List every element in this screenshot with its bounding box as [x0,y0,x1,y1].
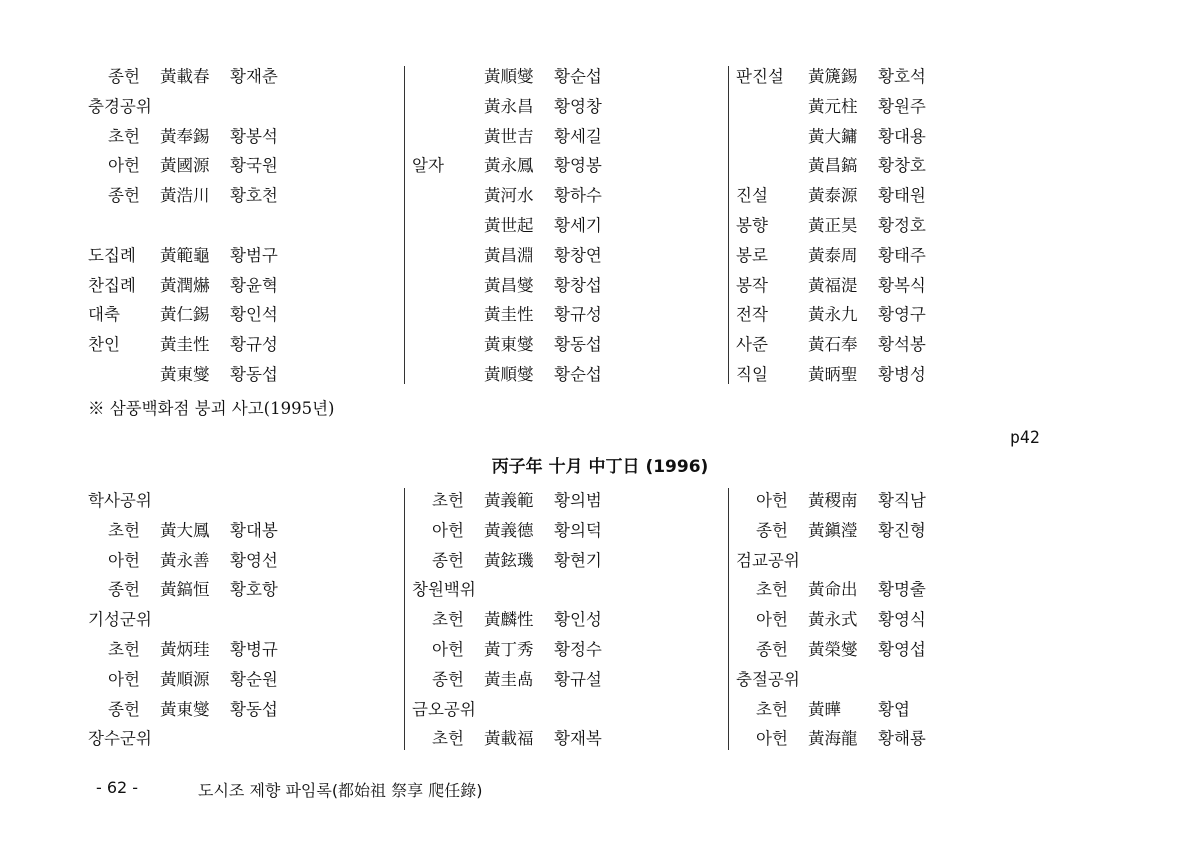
hanja-name: 黃河水 [484,186,534,206]
hangul-name: 황규성 [554,305,602,325]
hanja-name: 黃義德 [484,520,534,540]
hangul-name: 황하수 [554,186,602,206]
hanja-name: 黃永式 [808,610,858,630]
hangul-name: 황복식 [878,275,926,295]
hanja-name: 黃鎭瀅 [808,520,858,540]
footer-page-number: - 62 - [96,778,139,797]
role-label: 찬인 [88,335,120,355]
hangul-name: 황대봉 [230,520,278,540]
role-label: 아헌 [108,550,140,570]
section-heading: 창원백위 [412,580,476,600]
section-heading: 검교공위 [736,550,800,570]
hangul-name: 황윤혁 [230,275,278,295]
hangul-name: 황영창 [554,96,602,116]
hangul-name: 황호석 [878,67,926,86]
hanja-name: 黃載福 [484,729,534,749]
hanja-name: 黃世起 [484,216,534,235]
hangul-name: 황호항 [230,580,278,600]
hangul-name: 황규성 [230,335,278,355]
role-label: 초헌 [432,610,464,630]
hangul-name: 황의덕 [554,520,602,540]
role-label: 도집례 [88,245,136,265]
role-label: 전작 [736,305,768,325]
hangul-name: 황국원 [230,156,278,176]
section-title: 丙子年 十月 中丁日 (1996) [491,457,709,477]
hangul-name: 황명출 [878,580,926,600]
hanja-name: 黃昌燮 [484,275,534,295]
role-label: 직일 [736,365,768,384]
role-label: 종헌 [108,186,140,206]
section-heading: 학사공위 [88,491,152,510]
column-divider [728,66,729,384]
hangul-name: 황창섭 [554,275,602,295]
hanja-name: 黃永鳳 [484,156,534,176]
hanja-name: 黃潤爀 [160,275,210,295]
hangul-name: 황순섭 [554,67,602,86]
hangul-name: 황순섭 [554,365,602,384]
hangul-name: 황해룡 [878,729,926,749]
section-heading: 장수군위 [88,729,152,749]
hangul-name: 황태주 [878,245,926,265]
hanja-name: 黃福湜 [808,275,858,295]
hangul-name: 황세기 [554,216,602,235]
hangul-name: 황영구 [878,305,926,325]
hanja-name: 黃榮燮 [808,640,858,659]
role-label: 판진설 [736,67,784,86]
hanja-name: 黃曄 [808,699,841,719]
hangul-name: 황재복 [554,729,602,749]
hanja-name: 黃炳珪 [160,640,210,659]
hangul-name: 황석봉 [878,335,926,355]
hangul-name: 황재춘 [230,67,278,86]
hanja-name: 黃載春 [160,67,210,86]
hanja-name: 黃永九 [808,305,858,325]
hanja-name: 黃圭性 [484,305,534,325]
hanja-name: 黃丁秀 [484,640,534,659]
role-label: 진설 [736,186,768,206]
role-label: 초헌 [108,126,140,146]
hangul-name: 황병규 [230,640,278,659]
column-divider [728,488,729,750]
hangul-name: 황동섭 [230,365,278,384]
hanja-name: 黃昌淵 [484,245,534,265]
section-heading: 기성군위 [88,610,152,630]
hangul-name: 황대용 [878,126,926,146]
note: ※ 삼풍백화점 붕괴 사고(1995년) [88,399,335,418]
section-heading: 충절공위 [736,669,800,689]
hanja-name: 黃世吉 [484,126,534,146]
hangul-name: 황의범 [554,491,602,510]
hangul-name: 황영식 [878,610,926,630]
hanja-name: 黃圭性 [160,335,210,355]
hanja-name: 黃鎬恒 [160,580,210,600]
hangul-name: 황동섭 [230,699,278,719]
role-label: 봉로 [736,245,768,265]
role-label: 종헌 [432,669,464,689]
hangul-name: 황창호 [878,156,926,176]
hangul-name: 황현기 [554,550,602,570]
hangul-name: 황정호 [878,216,926,235]
hanja-name: 黃奉錫 [160,126,210,146]
role-label: 봉작 [736,275,768,295]
hanja-name: 黃元柱 [808,96,858,116]
hangul-name: 황직남 [878,491,926,510]
hanja-name: 黃浩川 [160,186,210,206]
hanja-name: 黃稷南 [808,491,858,510]
hangul-name: 황인성 [554,610,602,630]
hanja-name: 黃篪錫 [808,67,858,86]
hanja-name: 黃範龜 [160,245,210,265]
hangul-name: 황순원 [230,669,278,689]
hangul-name: 황진형 [878,520,926,540]
role-label: 대축 [88,305,120,325]
hangul-name: 황정수 [554,640,602,659]
hanja-name: 黃永昌 [484,96,534,116]
hanja-name: 黃永善 [160,550,210,570]
role-label: 사준 [736,335,768,355]
hanja-name: 黃順燮 [484,365,534,384]
role-label: 종헌 [756,520,788,540]
hangul-name: 황태원 [878,186,926,206]
hanja-name: 黃國源 [160,156,210,176]
hanja-name: 黃東燮 [484,335,534,355]
hangul-name: 황인석 [230,305,278,325]
hangul-name: 황호천 [230,186,278,206]
hanja-name: 黃仁錫 [160,305,210,325]
hanja-name: 黃鉉璣 [484,550,534,570]
hanja-name: 黃海龍 [808,729,858,749]
hangul-name: 황영섭 [878,640,926,659]
hangul-name: 황동섭 [554,335,602,355]
section-heading: 충경공위 [88,96,152,116]
role-label: 봉향 [736,216,768,235]
hangul-name: 황영선 [230,550,278,570]
role-label: 초헌 [432,729,464,749]
role-label: 아헌 [108,669,140,689]
column-divider [404,488,405,750]
role-label: 초헌 [756,699,788,719]
role-label: 초헌 [108,640,140,659]
hangul-name: 황봉석 [230,126,278,146]
hanja-name: 黃泰源 [808,186,858,206]
hangul-name: 황영봉 [554,156,602,176]
column-divider [404,66,405,384]
role-label: 아헌 [432,640,464,659]
role-label: 초헌 [108,520,140,540]
role-label: 종헌 [756,640,788,659]
role-label: 초헌 [432,491,464,510]
role-label: 아헌 [432,520,464,540]
role-label: 아헌 [756,729,788,749]
hanja-name: 黃東燮 [160,365,210,384]
hanja-name: 黃圭卨 [484,669,534,689]
page-reference: p42 [1010,428,1040,447]
role-label: 찬집례 [88,275,136,295]
hanja-name: 黃大鳳 [160,520,210,540]
hanja-name: 黃石奉 [808,335,858,355]
hangul-name: 황병성 [878,365,926,384]
hangul-name: 황창연 [554,245,602,265]
hanja-name: 黃順燮 [484,67,534,86]
role-label: 초헌 [756,580,788,600]
hanja-name: 黃東燮 [160,699,210,719]
hanja-name: 黃麟性 [484,610,534,630]
hangul-name: 황규설 [554,669,602,689]
section-heading: 금오공위 [412,699,476,719]
hangul-name: 황엽 [878,699,910,719]
role-label: 종헌 [108,67,140,86]
hangul-name: 황세길 [554,126,602,146]
hangul-name: 황원주 [878,96,926,116]
role-label: 아헌 [108,156,140,176]
hanja-name: 黃命出 [808,580,858,600]
hangul-name: 황범구 [230,245,278,265]
role-label: 아헌 [756,491,788,510]
role-label: 아헌 [756,610,788,630]
hanja-name: 黃昞聖 [808,365,858,384]
role-label: 종헌 [108,580,140,600]
hanja-name: 黃義範 [484,491,534,510]
role-label: 종헌 [108,699,140,719]
hanja-name: 黃昌鎬 [808,156,858,176]
role-label: 알자 [412,156,444,176]
hanja-name: 黃順源 [160,669,210,689]
hanja-name: 黃大鏞 [808,126,858,146]
hanja-name: 黃泰周 [808,245,858,265]
footer-book-title: 도시조 제향 파임록(都始祖 祭享 爬任錄) [198,781,483,800]
hanja-name: 黃正昊 [808,216,858,235]
role-label: 종헌 [432,550,464,570]
